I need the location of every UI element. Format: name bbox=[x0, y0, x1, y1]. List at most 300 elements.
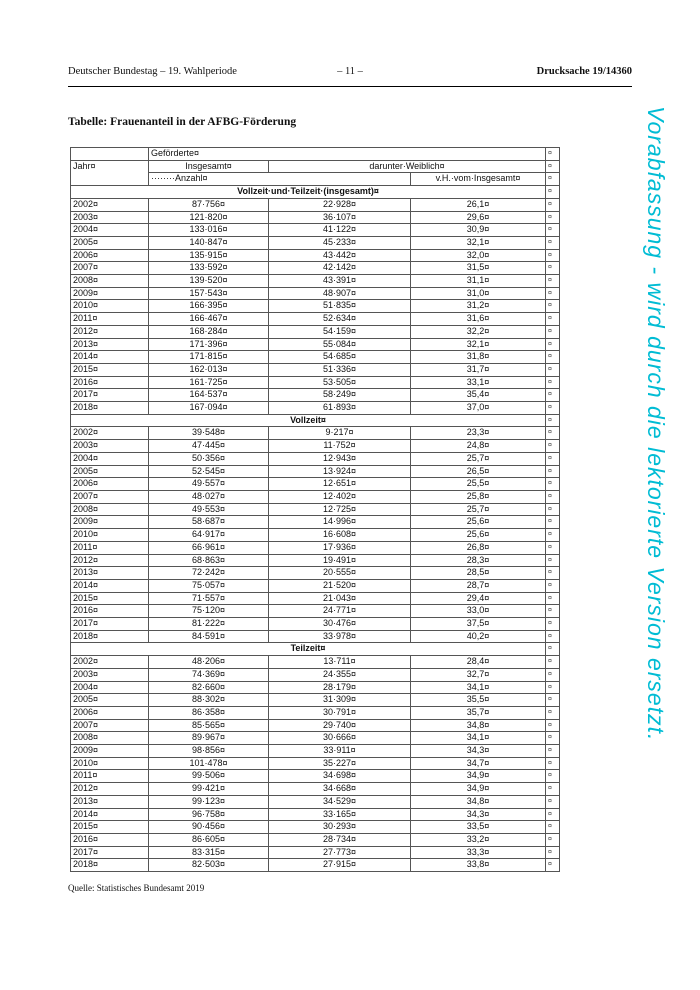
anzahl-cell: 21·520¤ bbox=[269, 579, 411, 592]
row-end-mark: ¤ bbox=[546, 313, 560, 326]
year-cell: 2008¤ bbox=[71, 732, 149, 745]
row-end-mark: ¤ bbox=[546, 389, 560, 402]
vh-cell: 32,1¤ bbox=[411, 338, 546, 351]
year-cell: 2016¤ bbox=[71, 833, 149, 846]
vh-cell: 23,3¤ bbox=[411, 427, 546, 440]
section-header-row bbox=[71, 414, 560, 427]
insgesamt-cell: 89·967¤ bbox=[149, 732, 269, 745]
anzahl-cell: 19·491¤ bbox=[269, 554, 411, 567]
row-end-mark: ¤ bbox=[546, 630, 560, 643]
vh-cell: 34,9¤ bbox=[411, 770, 546, 783]
table-row bbox=[71, 694, 560, 707]
vh-cell: 26,5¤ bbox=[411, 465, 546, 478]
anzahl-cell: 24·355¤ bbox=[269, 668, 411, 681]
anzahl-cell: 54·159¤ bbox=[269, 325, 411, 338]
year-cell: 2015¤ bbox=[71, 592, 149, 605]
year-cell: 2010¤ bbox=[71, 529, 149, 542]
anzahl-cell: 51·336¤ bbox=[269, 363, 411, 376]
insgesamt-cell: 49·553¤ bbox=[149, 503, 269, 516]
anzahl-cell: 41·122¤ bbox=[269, 224, 411, 237]
year-cell: 2011¤ bbox=[71, 770, 149, 783]
anzahl-cell: 17·936¤ bbox=[269, 541, 411, 554]
table-row bbox=[71, 592, 560, 605]
anzahl-cell: 33·978¤ bbox=[269, 630, 411, 643]
year-cell: 2002¤ bbox=[71, 198, 149, 211]
insgesamt-cell: 58·687¤ bbox=[149, 516, 269, 529]
insgesamt-cell: 133·592¤ bbox=[149, 262, 269, 275]
vh-cell: 33,8¤ bbox=[411, 859, 546, 872]
vh-cell: 31,0¤ bbox=[411, 287, 546, 300]
row-end-mark: ¤ bbox=[546, 414, 560, 427]
vh-cell: 31,1¤ bbox=[411, 275, 546, 288]
vh-cell: 34,8¤ bbox=[411, 719, 546, 732]
row-end-mark: ¤ bbox=[546, 745, 560, 758]
row-end-mark: ¤ bbox=[546, 833, 560, 846]
row-end-mark: ¤ bbox=[546, 605, 560, 618]
insgesamt-cell: 75·120¤ bbox=[149, 605, 269, 618]
insgesamt-cell: 83·315¤ bbox=[149, 846, 269, 859]
row-end-mark: ¤ bbox=[546, 541, 560, 554]
vh-cell: 40,2¤ bbox=[411, 630, 546, 643]
row-end-mark: ¤ bbox=[546, 440, 560, 453]
vh-cell: 37,0¤ bbox=[411, 402, 546, 415]
row-end-mark: ¤ bbox=[546, 618, 560, 631]
row-end-mark: ¤ bbox=[546, 757, 560, 770]
vh-cell: 33,5¤ bbox=[411, 821, 546, 834]
vh-cell: 26,1¤ bbox=[411, 198, 546, 211]
anzahl-cell: 35·227¤ bbox=[269, 757, 411, 770]
row-end-mark: ¤ bbox=[546, 529, 560, 542]
year-cell: 2010¤ bbox=[71, 300, 149, 313]
insgesamt-cell: 139·520¤ bbox=[149, 275, 269, 288]
table-row bbox=[71, 389, 560, 402]
table-row bbox=[71, 287, 560, 300]
vh-cell: 34,7¤ bbox=[411, 757, 546, 770]
year-cell: 2006¤ bbox=[71, 706, 149, 719]
header-cell-jahr: Jahr¤ bbox=[71, 160, 149, 185]
row-end-mark: ¤ bbox=[546, 859, 560, 872]
year-cell: 2012¤ bbox=[71, 325, 149, 338]
row-end-mark: ¤ bbox=[546, 478, 560, 491]
anzahl-cell: 43·442¤ bbox=[269, 249, 411, 262]
anzahl-cell: 28·179¤ bbox=[269, 681, 411, 694]
insgesamt-cell: 48·206¤ bbox=[149, 656, 269, 669]
vh-cell: 28,3¤ bbox=[411, 554, 546, 567]
table-row bbox=[71, 402, 560, 415]
year-cell: 2003¤ bbox=[71, 211, 149, 224]
insgesamt-cell: 168·284¤ bbox=[149, 325, 269, 338]
table-row bbox=[71, 821, 560, 834]
row-end-mark: ¤ bbox=[546, 325, 560, 338]
anzahl-cell: 14·996¤ bbox=[269, 516, 411, 529]
insgesamt-cell: 68·863¤ bbox=[149, 554, 269, 567]
year-cell: 2009¤ bbox=[71, 516, 149, 529]
row-end-mark: ¤ bbox=[546, 262, 560, 275]
year-cell: 2007¤ bbox=[71, 719, 149, 732]
row-end-mark: ¤ bbox=[546, 363, 560, 376]
year-cell: 2008¤ bbox=[71, 275, 149, 288]
table-row bbox=[71, 516, 560, 529]
table-row bbox=[71, 795, 560, 808]
year-cell: 2008¤ bbox=[71, 503, 149, 516]
year-cell: 2009¤ bbox=[71, 287, 149, 300]
header-cell-darunter-weiblich: darunter·Weiblich¤ bbox=[269, 160, 546, 173]
vh-cell: 24,8¤ bbox=[411, 440, 546, 453]
anzahl-cell: 12·943¤ bbox=[269, 452, 411, 465]
vh-cell: 26,8¤ bbox=[411, 541, 546, 554]
insgesamt-cell: 171·396¤ bbox=[149, 338, 269, 351]
header-cell-anzahl: ········Anzahl¤ bbox=[149, 173, 411, 186]
year-cell: 2014¤ bbox=[71, 808, 149, 821]
vh-cell: 34,1¤ bbox=[411, 732, 546, 745]
anzahl-cell: 12·725¤ bbox=[269, 503, 411, 516]
vh-cell: 34,3¤ bbox=[411, 808, 546, 821]
row-end-mark: ¤ bbox=[546, 732, 560, 745]
vh-cell: 30,9¤ bbox=[411, 224, 546, 237]
row-end-mark: ¤ bbox=[546, 198, 560, 211]
vh-cell: 34,3¤ bbox=[411, 745, 546, 758]
vh-cell: 33,3¤ bbox=[411, 846, 546, 859]
year-cell: 2016¤ bbox=[71, 605, 149, 618]
anzahl-cell: 34·668¤ bbox=[269, 783, 411, 796]
table-row bbox=[71, 490, 560, 503]
table-row bbox=[71, 554, 560, 567]
year-cell: 2003¤ bbox=[71, 440, 149, 453]
table-row bbox=[71, 808, 560, 821]
anzahl-cell: 11·752¤ bbox=[269, 440, 411, 453]
afbg-data-table bbox=[70, 147, 560, 872]
row-end-mark: ¤ bbox=[546, 567, 560, 580]
insgesamt-cell: 99·123¤ bbox=[149, 795, 269, 808]
anzahl-cell: 30·476¤ bbox=[269, 618, 411, 631]
insgesamt-cell: 98·856¤ bbox=[149, 745, 269, 758]
row-end-mark: ¤ bbox=[546, 579, 560, 592]
year-cell: 2010¤ bbox=[71, 757, 149, 770]
year-cell: 2018¤ bbox=[71, 630, 149, 643]
insgesamt-cell: 140·847¤ bbox=[149, 236, 269, 249]
insgesamt-cell: 39·548¤ bbox=[149, 427, 269, 440]
anzahl-cell: 54·685¤ bbox=[269, 351, 411, 364]
insgesamt-cell: 121·820¤ bbox=[149, 211, 269, 224]
table-row bbox=[71, 770, 560, 783]
table-row bbox=[71, 300, 560, 313]
watermark-text: Vorabfassung - wird durch die lektorierte Version ersetzt. bbox=[643, 106, 669, 742]
insgesamt-cell: 87·756¤ bbox=[149, 198, 269, 211]
row-end-mark: ¤ bbox=[546, 287, 560, 300]
table-row bbox=[71, 376, 560, 389]
year-cell: 2003¤ bbox=[71, 668, 149, 681]
year-cell: 2011¤ bbox=[71, 541, 149, 554]
insgesamt-cell: 82·503¤ bbox=[149, 859, 269, 872]
year-cell: 2005¤ bbox=[71, 236, 149, 249]
vh-cell: 33,1¤ bbox=[411, 376, 546, 389]
table-row bbox=[71, 211, 560, 224]
vh-cell: 28,7¤ bbox=[411, 579, 546, 592]
source-note: Quelle: Statistisches Bundesamt 2019 bbox=[68, 883, 205, 893]
year-cell: 2014¤ bbox=[71, 579, 149, 592]
year-cell: 2015¤ bbox=[71, 363, 149, 376]
anzahl-cell: 48·907¤ bbox=[269, 287, 411, 300]
header-left: Deutscher Bundestag – 19. Wahlperiode bbox=[68, 66, 237, 77]
row-end-mark: ¤ bbox=[546, 694, 560, 707]
row-end-mark: ¤ bbox=[546, 795, 560, 808]
anzahl-cell: 51·835¤ bbox=[269, 300, 411, 313]
table-row bbox=[71, 338, 560, 351]
vh-cell: 32,0¤ bbox=[411, 249, 546, 262]
anzahl-cell: 53·505¤ bbox=[269, 376, 411, 389]
anzahl-cell: 9·217¤ bbox=[269, 427, 411, 440]
year-cell: 2007¤ bbox=[71, 262, 149, 275]
table-row bbox=[71, 541, 560, 554]
table-row bbox=[71, 732, 560, 745]
anzahl-cell: 30·293¤ bbox=[269, 821, 411, 834]
table-row bbox=[71, 656, 560, 669]
year-cell: 2005¤ bbox=[71, 465, 149, 478]
header-cell-vh-vom-insgesamt: v.H.·vom·Insgesamt¤ bbox=[411, 173, 546, 186]
table-row bbox=[71, 567, 560, 580]
empty-corner-cell bbox=[71, 148, 149, 161]
anzahl-cell: 55·084¤ bbox=[269, 338, 411, 351]
insgesamt-cell: 164·537¤ bbox=[149, 389, 269, 402]
insgesamt-cell: 90·456¤ bbox=[149, 821, 269, 834]
insgesamt-cell: 72·242¤ bbox=[149, 567, 269, 580]
vh-cell: 32,2¤ bbox=[411, 325, 546, 338]
insgesamt-cell: 86·358¤ bbox=[149, 706, 269, 719]
year-cell: 2011¤ bbox=[71, 313, 149, 326]
year-cell: 2017¤ bbox=[71, 846, 149, 859]
anzahl-cell: 45·233¤ bbox=[269, 236, 411, 249]
table-row bbox=[71, 325, 560, 338]
insgesamt-cell: 99·421¤ bbox=[149, 783, 269, 796]
row-end-mark: ¤ bbox=[546, 275, 560, 288]
row-end-mark: ¤ bbox=[546, 249, 560, 262]
row-end-mark: ¤ bbox=[546, 490, 560, 503]
table-row bbox=[71, 224, 560, 237]
row-end-mark: ¤ bbox=[546, 554, 560, 567]
insgesamt-cell: 171·815¤ bbox=[149, 351, 269, 364]
year-cell: 2004¤ bbox=[71, 452, 149, 465]
table-row bbox=[71, 745, 560, 758]
row-end-mark: ¤ bbox=[546, 465, 560, 478]
insgesamt-cell: 66·961¤ bbox=[149, 541, 269, 554]
table-row bbox=[71, 236, 560, 249]
row-end-mark: ¤ bbox=[546, 719, 560, 732]
vh-cell: 25,7¤ bbox=[411, 452, 546, 465]
row-end-mark: ¤ bbox=[546, 821, 560, 834]
insgesamt-cell: 52·545¤ bbox=[149, 465, 269, 478]
row-end-mark: ¤ bbox=[546, 783, 560, 796]
row-end-mark: ¤ bbox=[546, 300, 560, 313]
year-cell: 2014¤ bbox=[71, 351, 149, 364]
vh-cell: 31,7¤ bbox=[411, 363, 546, 376]
row-end-mark: ¤ bbox=[546, 452, 560, 465]
anzahl-cell: 27·915¤ bbox=[269, 859, 411, 872]
section-label: Vollzeit¤ bbox=[71, 414, 546, 427]
row-end-mark: ¤ bbox=[546, 770, 560, 783]
table-row bbox=[71, 275, 560, 288]
section-header-row bbox=[71, 643, 560, 656]
insgesamt-cell: 88·302¤ bbox=[149, 694, 269, 707]
vh-cell: 25,7¤ bbox=[411, 503, 546, 516]
anzahl-cell: 34·698¤ bbox=[269, 770, 411, 783]
table-row bbox=[71, 783, 560, 796]
row-end-mark: ¤ bbox=[546, 338, 560, 351]
insgesamt-cell: 157·543¤ bbox=[149, 287, 269, 300]
year-cell: 2004¤ bbox=[71, 224, 149, 237]
anzahl-cell: 21·043¤ bbox=[269, 592, 411, 605]
insgesamt-cell: 75·057¤ bbox=[149, 579, 269, 592]
table-row bbox=[71, 503, 560, 516]
insgesamt-cell: 74·369¤ bbox=[149, 668, 269, 681]
header-cell-gefoerderte: Geförderte¤ bbox=[149, 148, 546, 161]
anzahl-cell: 30·791¤ bbox=[269, 706, 411, 719]
year-cell: 2012¤ bbox=[71, 783, 149, 796]
year-cell: 2007¤ bbox=[71, 490, 149, 503]
table-row bbox=[71, 313, 560, 326]
table-header-row-2 bbox=[71, 160, 560, 173]
insgesamt-cell: 96·758¤ bbox=[149, 808, 269, 821]
row-end-mark: ¤ bbox=[546, 376, 560, 389]
year-cell: 2018¤ bbox=[71, 402, 149, 415]
anzahl-cell: 33·911¤ bbox=[269, 745, 411, 758]
anzahl-cell: 22·928¤ bbox=[269, 198, 411, 211]
vh-cell: 37,5¤ bbox=[411, 618, 546, 631]
vh-cell: 29,4¤ bbox=[411, 592, 546, 605]
year-cell: 2017¤ bbox=[71, 618, 149, 631]
vh-cell: 28,5¤ bbox=[411, 567, 546, 580]
table-header-row-1 bbox=[71, 148, 560, 161]
table-row bbox=[71, 363, 560, 376]
year-cell: 2013¤ bbox=[71, 567, 149, 580]
anzahl-cell: 30·666¤ bbox=[269, 732, 411, 745]
insgesamt-cell: 86·605¤ bbox=[149, 833, 269, 846]
insgesamt-cell: 161·725¤ bbox=[149, 376, 269, 389]
row-end-mark: ¤ bbox=[546, 160, 560, 173]
anzahl-cell: 52·634¤ bbox=[269, 313, 411, 326]
year-cell: 2016¤ bbox=[71, 376, 149, 389]
year-cell: 2002¤ bbox=[71, 427, 149, 440]
vh-cell: 35,5¤ bbox=[411, 694, 546, 707]
row-end-mark: ¤ bbox=[546, 808, 560, 821]
year-cell: 2015¤ bbox=[71, 821, 149, 834]
section-label: Teilzeit¤ bbox=[71, 643, 546, 656]
row-end-mark: ¤ bbox=[546, 706, 560, 719]
insgesamt-cell: 85·565¤ bbox=[149, 719, 269, 732]
year-cell: 2002¤ bbox=[71, 656, 149, 669]
year-cell: 2017¤ bbox=[71, 389, 149, 402]
anzahl-cell: 58·249¤ bbox=[269, 389, 411, 402]
year-cell: 2006¤ bbox=[71, 249, 149, 262]
vh-cell: 28,4¤ bbox=[411, 656, 546, 669]
vh-cell: 35,7¤ bbox=[411, 706, 546, 719]
vh-cell: 25,5¤ bbox=[411, 478, 546, 491]
table-row bbox=[71, 427, 560, 440]
vh-cell: 31,2¤ bbox=[411, 300, 546, 313]
table-row bbox=[71, 719, 560, 732]
vh-cell: 29,6¤ bbox=[411, 211, 546, 224]
anzahl-cell: 12·651¤ bbox=[269, 478, 411, 491]
header-drucksache: Drucksache 19/14360 bbox=[536, 66, 632, 77]
table-row bbox=[71, 618, 560, 631]
table-title: Tabelle: Frauenanteil in der AFBG-Förderung bbox=[68, 116, 297, 128]
insgesamt-cell: 135·915¤ bbox=[149, 249, 269, 262]
year-cell: 2013¤ bbox=[71, 338, 149, 351]
insgesamt-cell: 82·660¤ bbox=[149, 681, 269, 694]
table-row bbox=[71, 262, 560, 275]
vh-cell: 31,8¤ bbox=[411, 351, 546, 364]
header-page-number: – 11 – bbox=[337, 66, 363, 77]
section-header-row bbox=[71, 186, 560, 199]
insgesamt-cell: 133·016¤ bbox=[149, 224, 269, 237]
insgesamt-cell: 64·917¤ bbox=[149, 529, 269, 542]
anzahl-cell: 34·529¤ bbox=[269, 795, 411, 808]
table-row bbox=[71, 681, 560, 694]
document-header bbox=[68, 66, 632, 87]
vh-cell: 32,1¤ bbox=[411, 236, 546, 249]
table-row bbox=[71, 757, 560, 770]
year-cell: 2005¤ bbox=[71, 694, 149, 707]
table-row bbox=[71, 579, 560, 592]
table-row bbox=[71, 452, 560, 465]
table-row bbox=[71, 465, 560, 478]
table-row bbox=[71, 198, 560, 211]
vh-cell: 34,8¤ bbox=[411, 795, 546, 808]
table-row bbox=[71, 605, 560, 618]
anzahl-cell: 16·608¤ bbox=[269, 529, 411, 542]
anzahl-cell: 20·555¤ bbox=[269, 567, 411, 580]
table-row bbox=[71, 529, 560, 542]
row-end-mark: ¤ bbox=[546, 503, 560, 516]
anzahl-cell: 28·734¤ bbox=[269, 833, 411, 846]
insgesamt-cell: 99·506¤ bbox=[149, 770, 269, 783]
table-row bbox=[71, 833, 560, 846]
vh-cell: 25,6¤ bbox=[411, 529, 546, 542]
anzahl-cell: 13·924¤ bbox=[269, 465, 411, 478]
row-end-mark: ¤ bbox=[546, 668, 560, 681]
anzahl-cell: 43·391¤ bbox=[269, 275, 411, 288]
insgesamt-cell: 101·478¤ bbox=[149, 757, 269, 770]
table-row bbox=[71, 351, 560, 364]
insgesamt-cell: 50·356¤ bbox=[149, 452, 269, 465]
year-cell: 2006¤ bbox=[71, 478, 149, 491]
section-label: Vollzeit·und·Teilzeit·(insgesamt)¤ bbox=[71, 186, 546, 199]
insgesamt-cell: 48·027¤ bbox=[149, 490, 269, 503]
year-cell: 2013¤ bbox=[71, 795, 149, 808]
anzahl-cell: 12·402¤ bbox=[269, 490, 411, 503]
row-end-mark: ¤ bbox=[546, 846, 560, 859]
table-row bbox=[71, 846, 560, 859]
year-cell: 2018¤ bbox=[71, 859, 149, 872]
table-row bbox=[71, 249, 560, 262]
year-cell: 2009¤ bbox=[71, 745, 149, 758]
anzahl-cell: 61·893¤ bbox=[269, 402, 411, 415]
row-end-mark: ¤ bbox=[546, 643, 560, 656]
insgesamt-cell: 49·557¤ bbox=[149, 478, 269, 491]
vh-cell: 25,8¤ bbox=[411, 490, 546, 503]
row-end-mark: ¤ bbox=[546, 211, 560, 224]
insgesamt-cell: 81·222¤ bbox=[149, 618, 269, 631]
year-cell: 2012¤ bbox=[71, 554, 149, 567]
vh-cell: 34,1¤ bbox=[411, 681, 546, 694]
row-end-mark: ¤ bbox=[546, 173, 560, 186]
row-end-mark: ¤ bbox=[546, 148, 560, 161]
vh-cell: 25,6¤ bbox=[411, 516, 546, 529]
insgesamt-cell: 167·094¤ bbox=[149, 402, 269, 415]
table-row bbox=[71, 630, 560, 643]
table-row bbox=[71, 440, 560, 453]
vh-cell: 31,6¤ bbox=[411, 313, 546, 326]
table-row bbox=[71, 668, 560, 681]
